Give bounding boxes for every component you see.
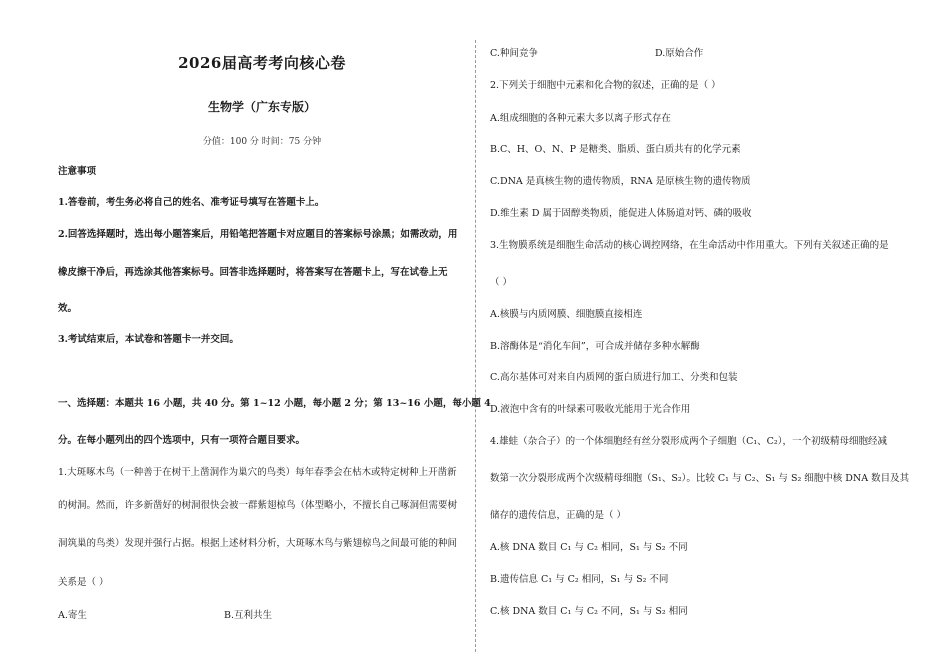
subject-title: 生物学（广东专版）	[207, 100, 316, 114]
q3-option-c: C.高尔基体可对来自内质网的蛋白质进行加工、分类和包装	[490, 372, 738, 383]
page-title: 2026届高考考向核心卷	[178, 54, 346, 72]
section-heading-line-1: 一、选择题：本题共 16 小题，共 40 分。第 1~12 小题，每小题 2 分；第 13~16 小题，每小题 4	[58, 398, 491, 409]
q3-stem-line-1: 3.生物膜系统是细胞生命活动的核心调控网络，在生命活动中作用重大。下列有关叙述正确的是	[490, 240, 889, 251]
notice-heading: 注意事项	[58, 166, 97, 177]
q3-option-b: B.溶酶体是“消化车间”，可合成并储存多种水解酶	[490, 341, 700, 352]
q3-option-d: D.液泡中含有的叶绿素可吸收光能用于光合作用	[490, 404, 691, 415]
q1-option-a: A.寄生	[58, 610, 87, 621]
q1-stem-line-2: 的树洞。然而，许多新凿好的树洞很快会被一群紫翅椋鸟（体型略小，不擅长自己啄洞但需要树	[58, 500, 458, 511]
q4-option-c: C.核 DNA 数目 C₁ 与 C₂ 不同，S₁ 与 S₂ 相同	[490, 606, 688, 617]
q2-option-a: A.组成细胞的各种元素大多以离子形式存在	[490, 113, 671, 124]
notice-item-2-line-2: 橡皮擦干净后，再选涂其他答案标号。回答非选择题时，将答案写在答题卡上，写在试卷上无	[58, 267, 448, 278]
q3-stem-line-2: （ ）	[490, 277, 513, 288]
q4-stem-line-2: 数第一次分裂形成两个次级精母细胞（S₁、S₂）。比较 C₁ 与 C₂、S₁ 与 S₂ 细胞中核 DNA 数目及其	[490, 473, 910, 484]
score-time-info: 分值：100 分 时间：75 分钟	[202, 137, 322, 147]
q1-option-b: B.互利共生	[224, 610, 273, 621]
q4-stem-line-3: 储存的遗传信息，正确的是（ ）	[490, 510, 627, 521]
q4-option-b: B.遗传信息 C₁ 与 C₂ 相同，S₁ 与 S₂ 不同	[490, 574, 669, 585]
column-divider	[475, 40, 476, 652]
q1-stem-line-4: 关系是（ ）	[58, 577, 109, 588]
q4-option-a: A.核 DNA 数目 C₁ 与 C₂ 相同，S₁ 与 S₂ 不同	[490, 542, 688, 553]
notice-item-2-line-1: 2.回答选择题时，选出每小题答案后，用铅笔把答题卡对应题目的答案标号涂黑；如需改动，用	[58, 229, 458, 240]
q1-stem-line-3: 洞筑巢的鸟类）发现并强行占据。根据上述材料分析，大斑啄木鸟与紫翅椋鸟之间最可能的种间	[58, 538, 458, 549]
notice-item-2-line-3: 效。	[58, 303, 78, 314]
q4-stem-line-1: 4.雄蛙（杂合子）的一个体细胞经有丝分裂形成两个子细胞（C₁、C₂），一个初级精母细胞经减	[490, 436, 887, 447]
q2-stem: 2.下列关于细胞中元素和化合物的叙述，正确的是（ ）	[490, 80, 721, 91]
q2-option-d: D.维生素 D 属于固醇类物质，能促进人体肠道对钙、磷的吸收	[490, 208, 752, 219]
q1-stem-line-1: 1.大斑啄木鸟（一种善于在树干上凿洞作为巢穴的鸟类）每年春季会在枯木或特定树种上开凿新	[58, 467, 457, 478]
q2-option-c: C.DNA 是真核生物的遗传物质，RNA 是原核生物的遗传物质	[490, 176, 751, 187]
notice-item-3: 3.考试结束后，本试卷和答题卡一并交回。	[58, 334, 239, 345]
q1-option-c: C.种间竞争	[490, 48, 538, 59]
q3-option-a: A.核膜与内质网膜、细胞膜直接相连	[490, 309, 643, 320]
section-heading-line-2: 分。在每小题列出的四个选项中，只有一项符合题目要求。	[58, 435, 306, 446]
notice-item-1: 1.答卷前，考生务必将自己的姓名、准考证号填写在答题卡上。	[58, 197, 325, 208]
q1-option-d: D.原始合作	[655, 48, 704, 59]
q2-option-b: B.C、H、O、N、P 是糖类、脂质、蛋白质共有的化学元素	[490, 144, 741, 155]
